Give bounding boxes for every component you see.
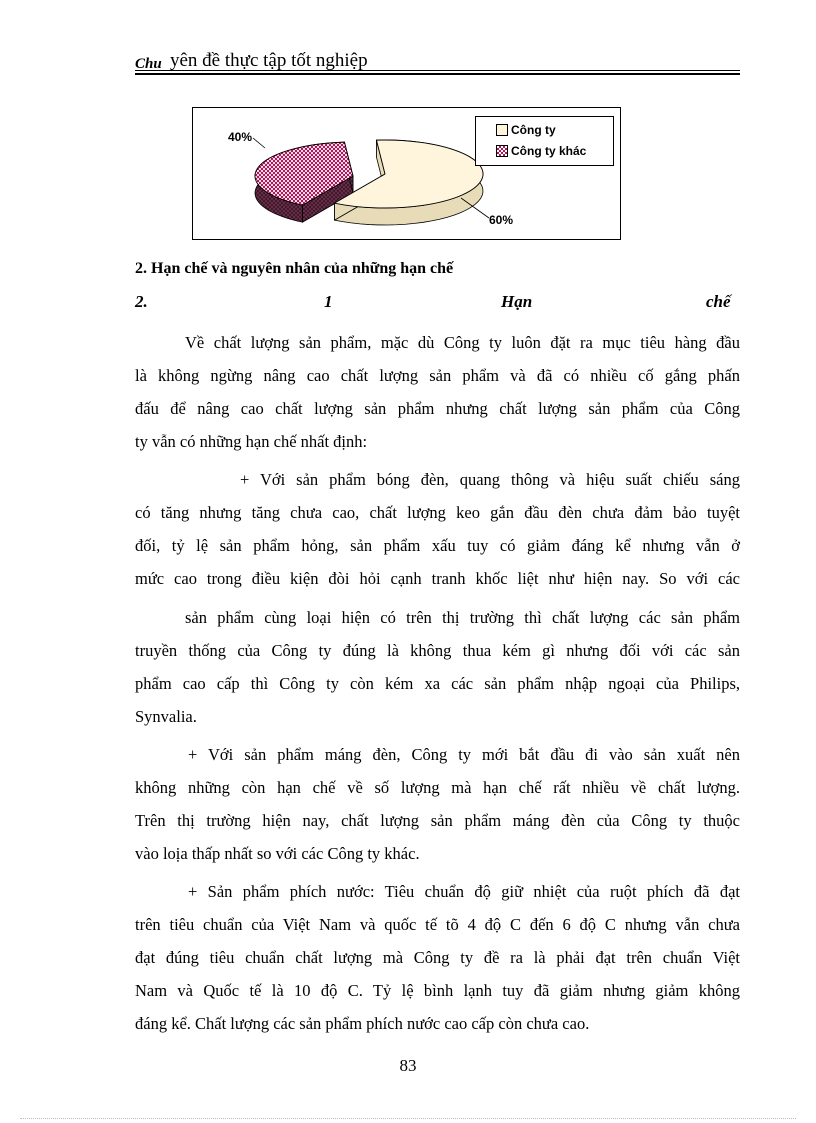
- sub-heading: [135, 292, 740, 314]
- body-line: đáng kể. Chất lượng các sản phẩm phích nước cao cấp còn chưa cao.: [135, 1014, 590, 1033]
- data-label-cong-ty-khac: 40%: [228, 130, 253, 144]
- body-line: + Sản phẩm phích nước: Tiêu chuẩn độ giữ nhiệt của ruột phích đã đạt: [188, 882, 740, 901]
- header-rule-thick: [135, 73, 740, 75]
- body-line: phẩm cao cấp thì Công ty còn kém xa các sản phẩm nhập ngoại của Philips,: [135, 674, 740, 693]
- header-title: yên đề thực tập tốt nghiệp: [170, 50, 368, 71]
- body-line: đạt đúng tiêu chuẩn chất lượng mà Công ty đề ra là phải đạt trên chuẩn Việt: [135, 948, 740, 967]
- legend-item-cong-ty-khac: [496, 143, 586, 159]
- sub-heading-index: 1: [324, 292, 333, 311]
- body-line: mức cao trong điều kiện đòi hỏi cạnh tranh khốc liệt như hiện nay. So với các: [135, 569, 740, 588]
- body-line: + Với sản phẩm máng đèn, Công ty mới bắt đầu đi vào sản xuất nên: [188, 745, 740, 764]
- leader-line-cong-ty-khac: [253, 138, 265, 148]
- body-line: truyền thống của Công ty đúng là không thua kém gì nhưng đối với các sản: [135, 641, 740, 660]
- legend-item-cong-ty: [496, 122, 556, 138]
- body-line: có tăng nhưng tăng chưa cao, chất lượng keo gắn đầu đèn chưa đảm bảo tuyệt: [135, 503, 740, 522]
- sub-heading-word-che: chế: [706, 292, 731, 311]
- section-heading: 2. Hạn chế và nguyên nhân của những hạn chế: [135, 260, 454, 277]
- body-line: trên tiêu chuẩn của Việt Nam và quốc tế tõ 4 độ C đến 6 độ C nhưng vẫn chưa: [135, 915, 740, 934]
- legend-label-cong-ty-khac: Công ty khác: [511, 144, 587, 158]
- body-line: Synvalia.: [135, 707, 197, 726]
- body-line: đấu để nâng cao chất lượng sản phẩm nhưng chất lượng sản phẩm của Công: [135, 399, 740, 418]
- body-line: là không ngừng nâng cao chất lượng sản phẩm và đã có nhiều cố gắng phấn: [135, 366, 740, 385]
- page-number: 83: [399, 1056, 417, 1075]
- body-line: đối, tỷ lệ sản phẩm hỏng, sản phẩm xấu tuy có giảm đáng kể nhưng vẫn ở: [135, 536, 740, 555]
- legend-label-cong-ty: Công ty: [511, 123, 556, 137]
- body-line: ty vẫn có những hạn chế nhất định:: [135, 432, 368, 451]
- header-script-prefix: Chu: [135, 56, 162, 72]
- body-line: Trên thị trường hiện nay, chất lượng sản phẩm máng đèn của Công ty thuộc: [135, 811, 740, 830]
- body-line: sản phẩm cùng loại hiện có trên thị trường thì chất lượng các sản phẩm: [185, 608, 740, 627]
- body-line: vào loịa thấp nhất so với các Công ty khác.: [135, 844, 420, 863]
- pie-chart: [192, 107, 621, 240]
- legend-swatch-cong-ty: [496, 124, 508, 136]
- data-label-cong-ty: 60%: [489, 213, 514, 227]
- body-line: Về chất lượng sản phẩm, mặc dù Công ty luôn đặt ra mục tiêu hàng đầu: [185, 333, 740, 352]
- body-line: không những còn hạn chế về số lượng mà hạn chế rất nhiều về chất lượng.: [135, 778, 740, 797]
- page-bottom-border: [20, 1118, 796, 1119]
- sub-heading-word-han: Hạn: [501, 292, 533, 311]
- chart-legend: [475, 116, 614, 166]
- sub-heading-number: 2.: [135, 292, 148, 311]
- legend-swatch-cong-ty-khac: [496, 145, 508, 157]
- body-line: Nam và Quốc tế là 10 độ C. Tỷ lệ bình lạnh tuy đã giảm nhưng giảm không: [135, 981, 740, 1000]
- header-rule-thin: [135, 70, 740, 71]
- body-line: + Với sản phẩm bóng đèn, quang thông và hiệu suất chiếu sáng: [240, 470, 740, 489]
